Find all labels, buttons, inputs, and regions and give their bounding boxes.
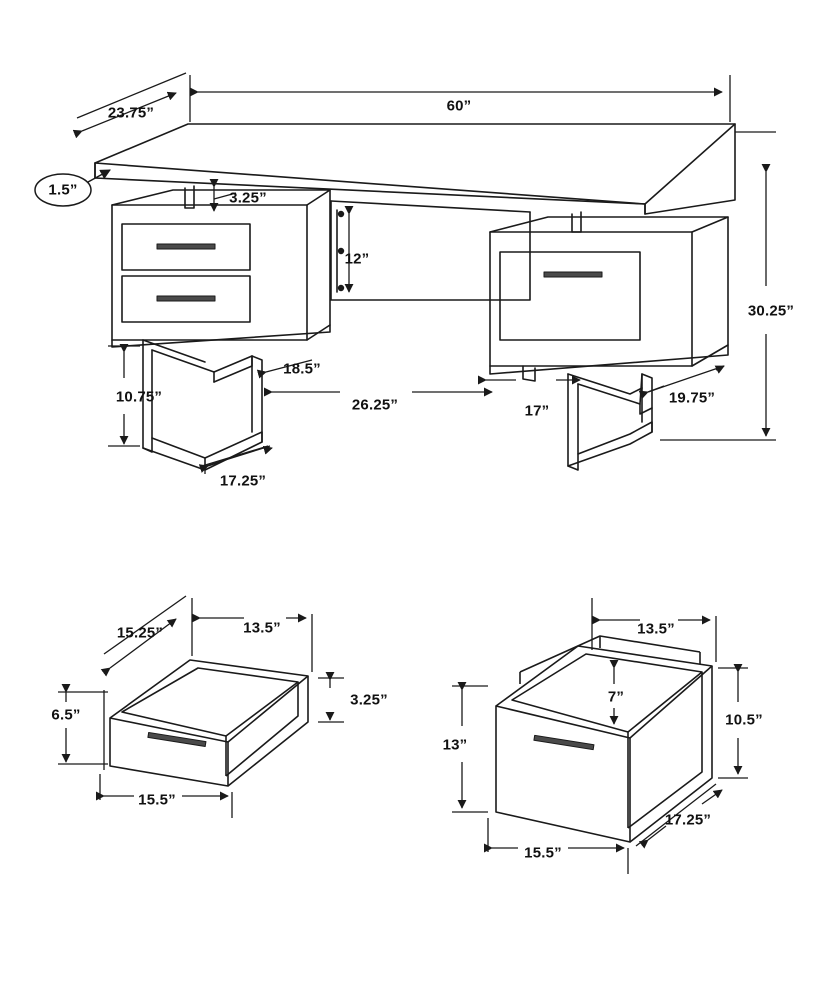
dimension-label-center-span: 26.25”: [351, 396, 399, 414]
dimension-label-top-thickness: 1.5”: [48, 181, 78, 199]
dimension-label-sd-face-width: 15.5”: [138, 791, 176, 809]
desk-dimension-lines: [77, 73, 776, 474]
dimension-label-sd-side-depth: 15.25”: [116, 624, 164, 642]
small-drawer-dimension-lines: [58, 596, 344, 818]
small-drawer-geometry: [110, 660, 308, 786]
dimension-label-cabinet-depth-left: 18.5”: [283, 360, 321, 378]
desk-geometry: [95, 124, 735, 470]
dimension-label-right-foot-depth: 19.75”: [668, 389, 716, 407]
dimension-label-left-foot-depth: 17.25”: [219, 472, 267, 490]
dimension-label-cabinet-width-right: 17”: [524, 402, 550, 420]
dimension-label-ld-inner-depth: 7”: [607, 688, 625, 706]
dimension-label-leg-height: 10.75”: [115, 388, 163, 406]
dimension-label-ld-face-height: 13”: [442, 736, 468, 754]
dimension-label-ld-side-height: 10.5”: [725, 711, 763, 729]
dimension-label-width-top: 60”: [446, 97, 472, 115]
dimension-label-ld-face-width: 15.5”: [524, 844, 562, 862]
dimension-label-drawer-face-gap: 3.25”: [229, 189, 267, 207]
dimension-label-sd-height-side: 3.25”: [350, 691, 388, 709]
dimension-label-knee-clearance: 12”: [344, 250, 370, 268]
dimension-label-overall-height: 30.25”: [747, 302, 795, 320]
dimension-label-depth-top: 23.75”: [107, 104, 155, 122]
dimension-label-ld-side-depth: 17.25”: [664, 811, 712, 829]
dimension-label-ld-inner-width: 13.5”: [637, 620, 675, 638]
dimension-label-sd-inner-width: 13.5”: [243, 619, 281, 637]
dimension-label-sd-face-height: 6.5”: [51, 706, 81, 724]
